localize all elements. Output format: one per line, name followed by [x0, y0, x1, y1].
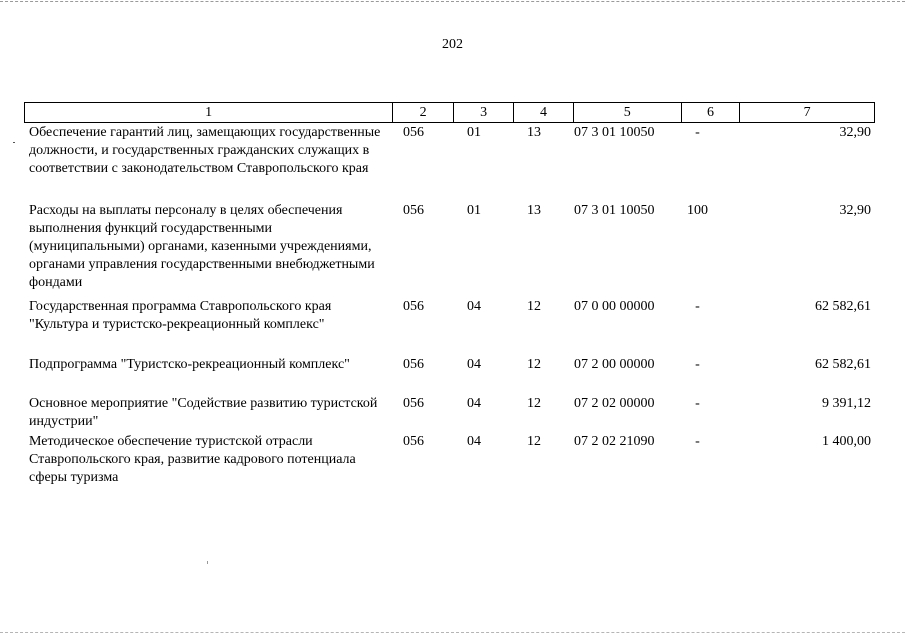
row-rz-cell: 01 [467, 125, 481, 140]
row-rz-cell: 04 [467, 299, 481, 314]
column-header-5: 5 [573, 103, 681, 123]
row-csr-cell: 07 3 01 10050 [574, 125, 655, 140]
row-name-cell: Подпрограмма "Туристско-рекреационный комплекс" [29, 357, 350, 372]
row-name-cell: Методическое обеспечение туристской отрасли Ставропольского края, развитие кадрового потенциала сферы туризма [29, 434, 356, 485]
row-name-cell: Обеспечение гарантий лиц, замещающих государственные должности, и государственных гражданских служащих в соответствии с законодательством Ставропольского края [29, 125, 381, 176]
column-header-6: 6 [681, 103, 739, 123]
column-header-3: 3 [453, 103, 513, 123]
row-rz-cell: 04 [467, 396, 481, 411]
row-name-cell: Государственная программа Ставропольского края "Культура и туристско-рекреационный комплекс" [29, 299, 332, 332]
scan-speck [207, 561, 208, 564]
row-vr-cell: - [695, 396, 700, 411]
row-csr-cell: 07 2 02 21090 [574, 434, 655, 449]
row-vr-cell: - [695, 357, 700, 372]
row-pr-cell: 12 [527, 299, 541, 314]
row-ved-cell: 056 [403, 299, 424, 314]
row-rz-cell: 04 [467, 357, 481, 372]
row-ved-cell: 056 [403, 125, 424, 140]
row-sum-cell: 62 582,61 [815, 357, 871, 372]
row-pr-cell: 12 [527, 396, 541, 411]
row-sum-cell: 9 391,12 [822, 396, 871, 411]
row-pr-cell: 12 [527, 434, 541, 449]
column-header-2: 2 [393, 103, 453, 123]
scan-edge-top [0, 1, 905, 2]
row-name-cell: Расходы на выплаты персоналу в целях обеспечения выполнения функций государственными (муниципальными) органами, казенными учреждениями, органами управления государственными внебюджетными фондами [29, 203, 375, 290]
row-pr-cell: 12 [527, 357, 541, 372]
row-vr-cell: - [695, 434, 700, 449]
row-name-cell: Основное мероприятие "Содействие развитию туристской индустрии" [29, 396, 378, 429]
row-rz-cell: 01 [467, 203, 481, 218]
row-sum-cell: 32,90 [839, 125, 871, 140]
row-ved-cell: 056 [403, 357, 424, 372]
row-pr-cell: 13 [527, 125, 541, 140]
row-sum-cell: 62 582,61 [815, 299, 871, 314]
row-vr-cell: - [695, 299, 700, 314]
row-ved-cell: 056 [403, 434, 424, 449]
column-header-1: 1 [25, 103, 393, 123]
row-ved-cell: 056 [403, 396, 424, 411]
row-rz-cell: 04 [467, 434, 481, 449]
column-header-7: 7 [740, 103, 875, 123]
row-vr-cell: 100 [687, 203, 708, 218]
scan-edge-bottom [0, 632, 905, 633]
margin-mark [13, 142, 15, 143]
row-sum-cell: 32,90 [839, 203, 871, 218]
row-ved-cell: 056 [403, 203, 424, 218]
row-pr-cell: 13 [527, 203, 541, 218]
row-csr-cell: 07 2 00 00000 [574, 357, 655, 372]
column-header-table [24, 102, 875, 123]
column-header-4: 4 [514, 103, 573, 123]
column-header-row [25, 103, 875, 123]
row-csr-cell: 07 3 01 10050 [574, 203, 655, 218]
page-number: 202 [442, 37, 463, 52]
row-sum-cell: 1 400,00 [822, 434, 871, 449]
row-vr-cell: - [695, 125, 700, 140]
row-csr-cell: 07 0 00 00000 [574, 299, 655, 314]
row-csr-cell: 07 2 02 00000 [574, 396, 655, 411]
